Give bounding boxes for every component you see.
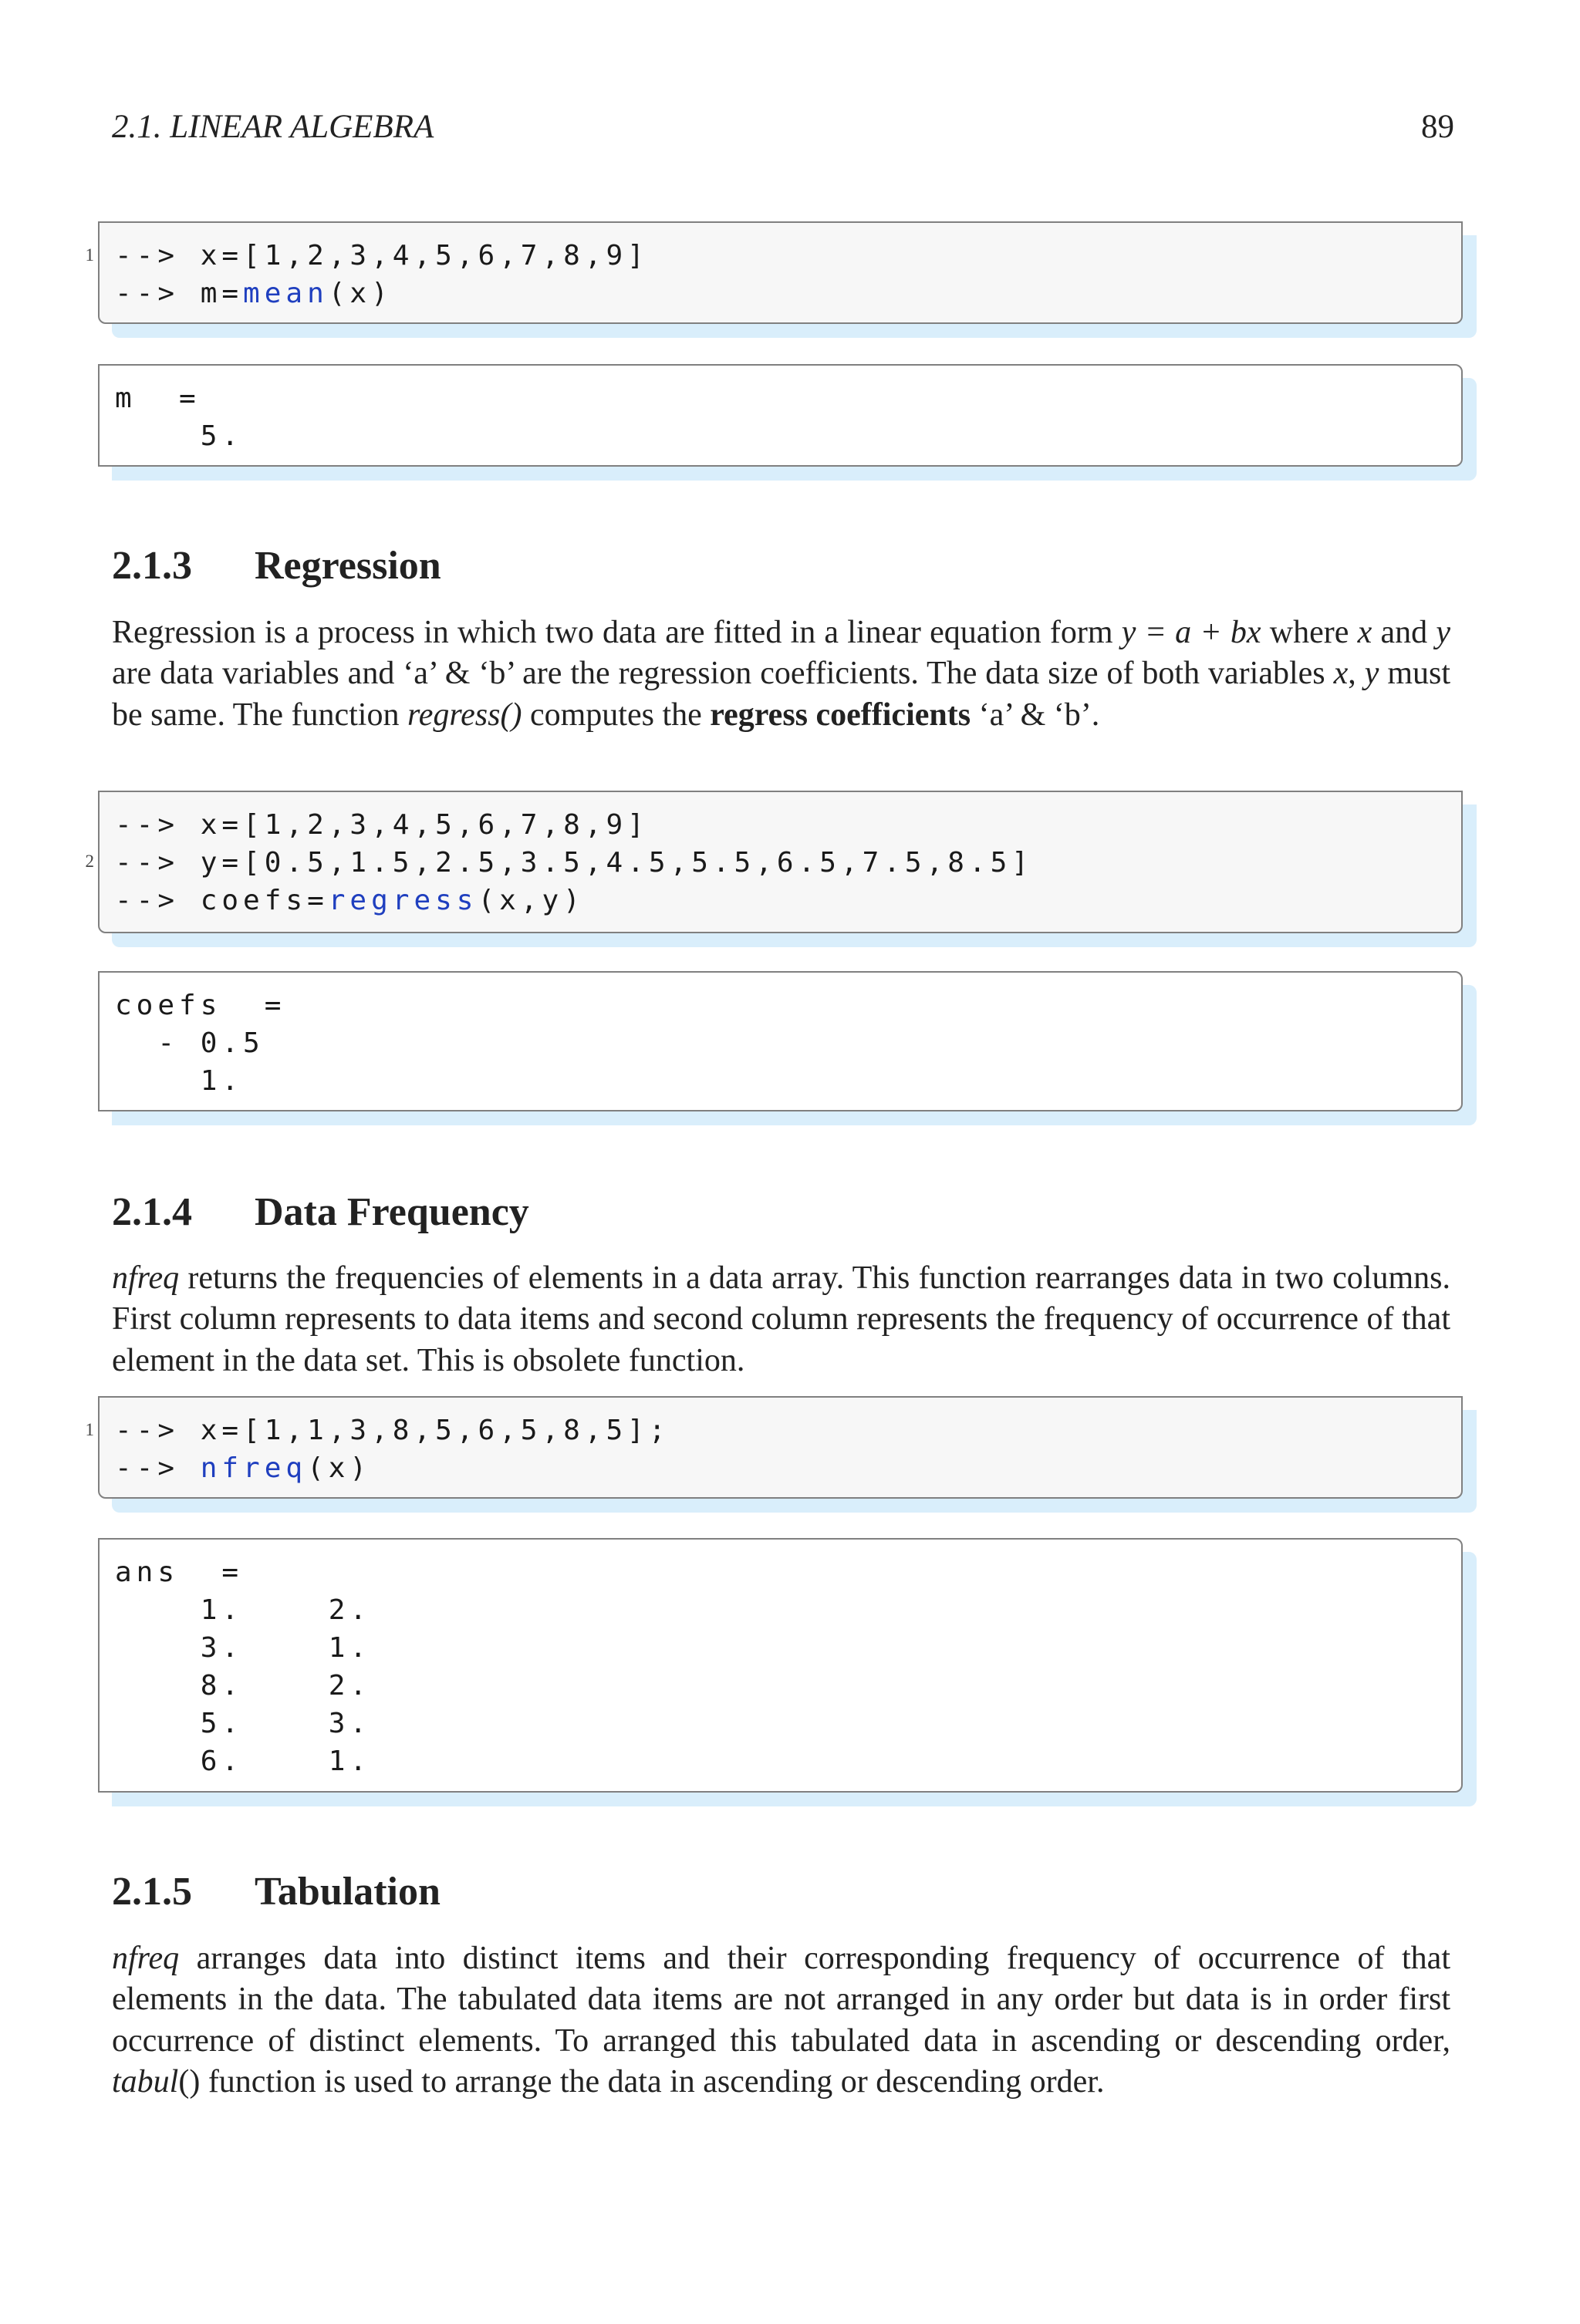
code-block-mean bbox=[98, 221, 1463, 324]
function-keyword: nfreq bbox=[200, 1452, 308, 1484]
paragraph-data-frequency: nfreq returns the frequencies of elements in a data array. This function rearranges data in two columns. First column represents to data items and second column represents the frequency of occurrence of that element in the data set. This is obsolete function. bbox=[112, 1260, 1450, 1378]
output-block-nfreq bbox=[98, 1538, 1463, 1793]
section-number: 2.1.5 bbox=[112, 1870, 192, 1914]
code-line-number: 1 bbox=[85, 1420, 94, 1439]
code-text: --> x=[1,2,3,4,5,6,7,8,9] --> y=[0.5,1.5,2.5,3.5,4.5,5.5,6.5,7.5,8.5] --> coefs=regress(x,y) bbox=[115, 809, 1033, 916]
output-text: m = 5. bbox=[115, 383, 244, 452]
bold-term: regress coefficients bbox=[710, 697, 971, 733]
function-keyword: regress bbox=[328, 885, 478, 916]
output-text: ans = 1. 2. 3. 1. 8. 2. 5. 3. 6. 1. bbox=[115, 1557, 372, 1777]
function-name: tabul bbox=[112, 2063, 179, 2100]
section-title: Tabulation bbox=[255, 1870, 441, 1914]
function-name: nfreq bbox=[112, 1260, 180, 1296]
running-header bbox=[112, 108, 1464, 151]
section-heading-regression bbox=[112, 543, 441, 589]
section-title: Regression bbox=[255, 544, 441, 588]
section-heading-data-frequency bbox=[112, 1189, 529, 1235]
output-text: coefs = - 0.5 1. bbox=[115, 990, 286, 1097]
code-text: --> x=[1,1,3,8,5,6,5,8,5]; --> nfreq(x) bbox=[115, 1415, 670, 1484]
code-line-number: 1 bbox=[85, 245, 94, 265]
output-block-mean bbox=[98, 364, 1463, 467]
code-block-regress bbox=[98, 791, 1463, 933]
code-text: --> x=[1,2,3,4,5,6,7,8,9] --> m=mean(x) bbox=[115, 240, 649, 309]
paragraph-tabulation: nfreq arranges data into distinct items and their corresponding frequency of occurrence of that elements in the data. The tabulated data items are not arranged in any order but data is in order first occurrence of distinct elements. To arranged this tabulated data in ascending or descending order, tabul() function is used to arrange the data in ascending or descending order. bbox=[112, 1941, 1450, 2100]
chapter-title: 2.1. LINEAR ALGEBRA bbox=[112, 109, 434, 145]
code-block-nfreq bbox=[98, 1396, 1463, 1499]
paragraph-regression: Regression is a process in which two data are fitted in a linear equation form y = a + bx where x and y are data variables and ‘a’ & ‘b’ are the regression coefficients. The data size of both variables x, y must be same. The function regress() computes the regress coefficients ‘a’ & ‘b’. bbox=[112, 615, 1451, 733]
section-title: Data Frequency bbox=[255, 1190, 529, 1234]
section-number: 2.1.4 bbox=[112, 1190, 192, 1234]
function-name: nfreq bbox=[112, 1941, 180, 1976]
section-number: 2.1.3 bbox=[112, 544, 192, 588]
output-block-regress bbox=[98, 971, 1463, 1111]
equation: y = a + bx bbox=[1121, 615, 1261, 650]
page-number: 89 bbox=[1421, 109, 1454, 145]
section-heading-tabulation bbox=[112, 1869, 441, 1914]
code-line-number: 2 bbox=[85, 852, 94, 871]
function-name: regress() bbox=[407, 697, 522, 733]
function-keyword: mean bbox=[243, 278, 329, 309]
